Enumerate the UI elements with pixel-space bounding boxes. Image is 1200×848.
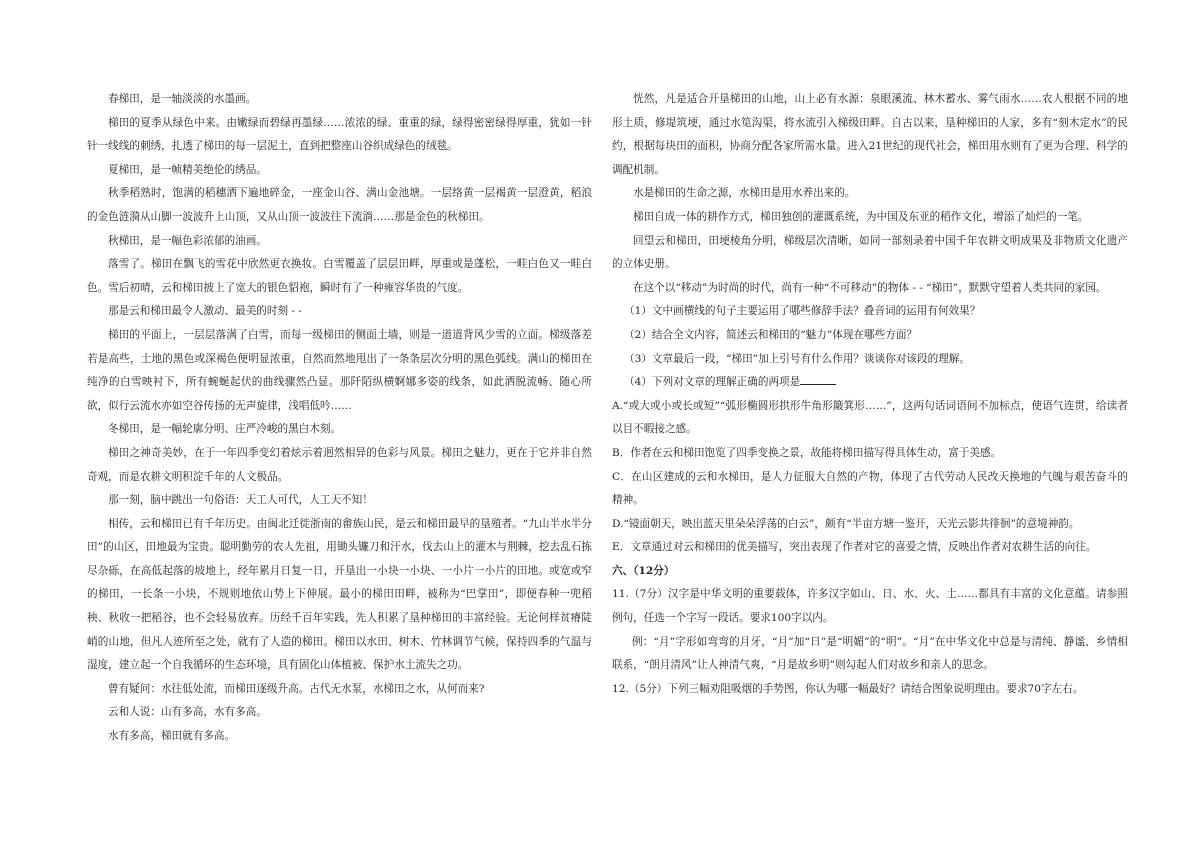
paragraph: 水是梯田的生命之源，水梯田是用水养出来的。 — [633, 187, 856, 200]
paragraph: 相传，云和梯田已有千年历史。由闽北迁徙浙南的畲族山民，是云和梯田最早的垦殖者。“九山半水半分田”的山区，田地最为宝贵。聪明勤劳的农人先祖，用锄头镰刀和汗水，伐去山上的灌木与荆棘，挖去乱石拣尽杂砾，在高低起落的坡地上，经年累月日复一日，开垦出一小块一小块、一小片一小片的田地。或宽或窄的梯田，一长条一小块，不规则地依山势上下伸展。最小的梯田田畔，被称为“巴掌田”，即便春种一兜稻秧、秋收一把稻谷，也不会轻易放弃。历经千百年实践，先人积累了垦种梯田的丰富经验。无论何样贫瘠陡峭的山地，但凡人迹所至之处，就有了人造的梯田。梯田以水田、树木、竹林调节气候，保持四季的气温与湿度，建立起一个自我循环的生态环境，具有固化山体植被、保护水土流失之功。 — [87, 517, 592, 672]
paragraph: 梯田的夏季从绿色中来。由嫩绿而碧绿再墨绿……浓浓的绿、重重的绿，绿得密密绿得厚重，犹如一针针一线线的刺绣，扎透了梯田的每一层泥土，直到把整座山谷织成绿色的绒毯。 — [87, 116, 592, 153]
option-e: E．文章通过对云和梯田的优美描写，突出表现了作者对它的喜爱之情，反映出作者对农耕生活的向往。 — [612, 541, 1097, 554]
right-column — [612, 88, 1128, 701]
paragraph: 冬梯田，是一幅轮廓分明、庄严冷峻的黑白木刻。 — [108, 423, 342, 436]
question-11: 11.（7分）汉字是中华文明的重要载体，许多汉字如山、日、水、火、土……都具有丰富的文化意蕴。请参照例句，任选一个字写一段话。要求100字以内。 — [612, 588, 1128, 625]
left-column — [87, 88, 592, 749]
paragraph: 梯田的平面上，一层层落满了白雪，而每一级梯田的侧面土墙，则是一道道背风少雪的立面。梯级落差若是高些，土地的黑色或深褐色便明显浓重，自然而然地甩出了一条条层次分明的黑色弧线。满山的梯田在纯净的白雪映衬下，所有蜿蜒起伏的曲线骤然凸显。那阡陌纵横婀娜多姿的线条，如此洒脱流畅、随心所欲，似行云流水亦如空谷传扬的无声旋律，浅唱低吟…… — [87, 328, 592, 412]
question-2: （2）结合全文内容，简述云和梯田的“魅力”体现在哪些方面？ — [624, 328, 918, 341]
option-d: D.“镜面朝天，映出蓝天里朵朵浮荡的白云”，颇有“半亩方塘一鉴开，天光云影共徘徊”的意境神韵。 — [612, 517, 1080, 530]
paragraph: 在这个以“移动”为时尚的时代，尚有一种“不可移动”的物体 - - “梯田”，默默守望着人类共同的家园。 — [633, 281, 1107, 294]
paragraph: 那一刻，脑中跳出一句俗语：天工人可代，人工天不知！ — [108, 494, 373, 507]
paragraph: 云和人说：山有多高，水有多高。 — [108, 706, 267, 719]
paragraph: 回望云和梯田，田埂棱角分明，梯级层次清晰，如同一部刻录着中国千年农耕文明成果及非物质文化遗产的立体史册。 — [612, 234, 1128, 271]
paragraph: 秋梯田，是一幅色彩浓郁的油画。 — [108, 234, 267, 247]
section-heading: 六、（12分） — [612, 564, 675, 577]
paragraph: 梯田之神奇美妙，在于一年四季变幻着炫示着迥然相异的色彩与风景。梯田之魅力，更在于它并非自然奇观，而是农耕文明积淀千年的人文极品。 — [87, 446, 592, 483]
paragraph: 梯田自成一体的耕作方式，梯田独创的灌溉系统，为中国及东亚的稻作文化，增添了灿烂的一笔。 — [633, 210, 1089, 223]
paragraph: 落雪了。梯田在飘飞的雪花中欣然更衣换妆。白雪覆盖了层层田畔，厚重或是蓬松，一畦白色又一畦白色。雪后初晴，云和梯田披上了宽大的银色貂袍，瞬时有了一种雍容华贵的气度。 — [87, 258, 592, 294]
paragraph: 春梯田，是一轴淡淡的水墨画。 — [108, 93, 257, 105]
option-b: B．作者在云和梯田饱览了四季变换之景，故能将梯田描写得具体生动，富于美感。 — [612, 446, 1002, 459]
question-1: （1）文中画横线的句子主要运用了哪些修辞手法？叠音词的运用有何效果？ — [624, 305, 981, 318]
paragraph: 那是云和梯田最令人激动、最美的时刻 - - — [108, 305, 302, 318]
question-4 — [612, 371, 1128, 395]
question-4-text: （4）下列对文章的理解正确的两项是 — [624, 376, 801, 389]
answer-blank — [800, 374, 836, 385]
paragraph: 曾有疑问：水往低处流，而梯田逐级升高。古代无水泵，水梯田之水，从何而来? — [108, 682, 485, 695]
option-c: C．在山区建成的云和水梯田，是人力征服大自然的产物，体现了古代劳动人民改天换地的气魄与艰苦奋斗的精神。 — [612, 470, 1128, 507]
paragraph: 恍然，凡是适合开垦梯田的山地，山上必有水源：泉眼溪流、林木蓄水、雾气雨水……农人根据不同的地形土质，修堤筑埂，通过水笕沟渠，将水流引入梯级田畔。自古以来，垦种梯田的人家，多有“刻木定水”的民约，根据每块田的面积，协商分配各家所需水量。进入21世纪的现代社会，梯田用水则有了更为合理、科学的调配机制。 — [612, 93, 1128, 176]
question-11-example: 例：“月”字形如弯弯的月牙，“月”加“日”是“明媚”的“明”。“月”在中华文化中总是与清纯、静谧、乡情相联系，“朗月清风”让人神清气爽，“月是故乡明”则勾起人们对故乡和亲人的思念。 — [612, 635, 1128, 672]
paragraph: 夏梯田，是一帧精美绝伦的绣品。 — [108, 163, 267, 176]
paragraph: 水有多高，梯田就有多高。 — [108, 730, 236, 743]
option-a: A.“或大或小或长或短”“弧形椭圆形拱形牛角形簸箕形……”，这两句话词语间不加标点，使语气连贯，给读者以目不暇接之感。 — [612, 399, 1128, 436]
paragraph: 秋季稻熟时，饱满的稻穗洒下遍地碎金，一座金山谷、满山金池塘。一层络黄一层褐黄一层澄黄，稻浪的金色涟漪从山脚一波波升上山顶，又从山顶一波波往下流淌……那是金色的秋梯田。 — [87, 187, 592, 223]
question-3: （3）文章最后一段，“梯田”加上引号有什么作用？谈谈你对该段的理解。 — [624, 352, 970, 365]
question-12: 12.（5分）下列三幅劝阻吸烟的手势图，你认为哪一幅最好？请结合图象说明理由。要求70字左右。 — [612, 682, 1084, 695]
